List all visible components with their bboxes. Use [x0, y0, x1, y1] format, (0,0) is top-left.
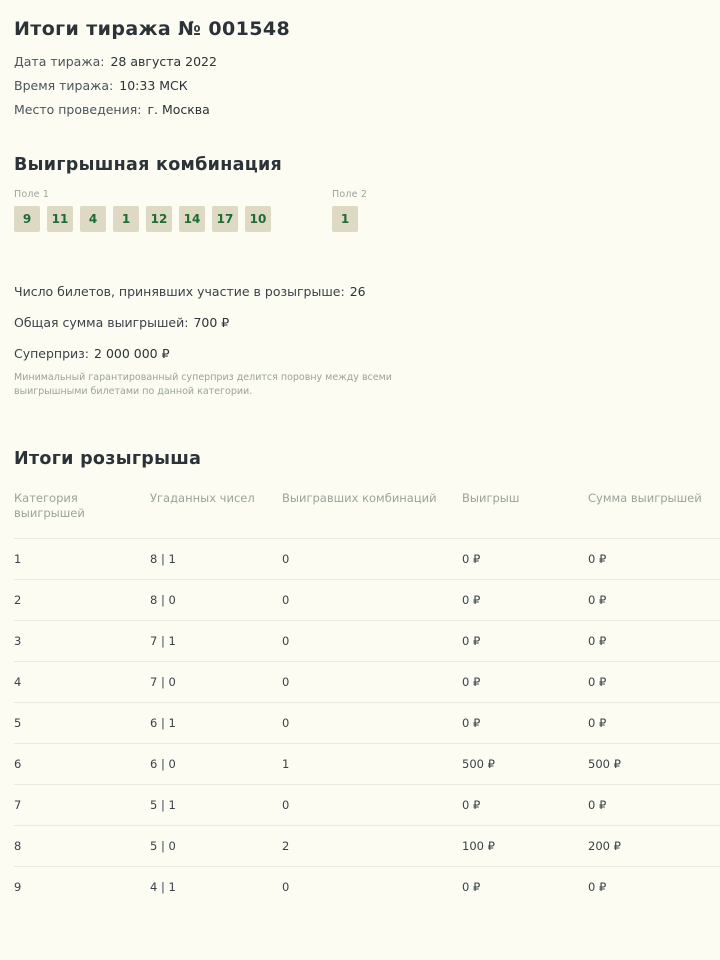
cell-total: 0 ₽	[588, 538, 720, 579]
table-row	[14, 743, 720, 784]
cell-total: 0 ₽	[588, 579, 720, 620]
column-header-guessed: Угаданных чисел	[150, 490, 255, 505]
cell-total: 0 ₽	[588, 620, 720, 661]
cell-win: 0 ₽	[462, 702, 588, 743]
cell-guessed: 5 | 0	[150, 825, 282, 866]
field-1-label: Поле 1	[14, 189, 50, 200]
cell-category: 7	[14, 784, 150, 825]
results-title: Итоги розыгрыша	[14, 448, 202, 469]
cell-win: 500 ₽	[462, 743, 588, 784]
cell-category: 8	[14, 825, 150, 866]
draw-stats	[14, 284, 706, 399]
cell-total: 200 ₽	[588, 825, 720, 866]
field-2-block	[332, 189, 367, 232]
cell-category: 2	[14, 579, 150, 620]
superprize-note: Минимальный гарантированный суперприз делится поровну между всеми выигрышными билетами по данной категории.	[14, 372, 392, 397]
cell-total: 0 ₽	[588, 784, 720, 825]
cell-category: 4	[14, 661, 150, 702]
ball: 1	[332, 206, 358, 232]
cell-combinations: 1	[282, 743, 462, 784]
draw-meta-time	[14, 78, 706, 93]
cell-guessed: 6 | 0	[150, 743, 282, 784]
stat-total-prize-label: Общая сумма выигрышей:	[14, 315, 189, 330]
cell-win: 0 ₽	[462, 620, 588, 661]
table-row	[14, 825, 720, 866]
cell-total: 0 ₽	[588, 661, 720, 702]
cell-win: 0 ₽	[462, 661, 588, 702]
ball: 10	[245, 206, 271, 232]
draw-meta-time-label: Время тиража:	[14, 78, 114, 93]
stat-total-prize-value: 700 ₽	[193, 315, 230, 330]
column-header-win: Выигрыш	[462, 490, 520, 505]
cell-total: 0 ₽	[588, 866, 720, 907]
cell-combinations: 0	[282, 661, 462, 702]
stat-superprize	[14, 346, 706, 361]
ball: 1	[113, 206, 139, 232]
cell-total: 0 ₽	[588, 702, 720, 743]
cell-guessed: 6 | 1	[150, 702, 282, 743]
winning-combination-fields	[14, 189, 706, 232]
cell-combinations: 0	[282, 620, 462, 661]
cell-combinations: 0	[282, 702, 462, 743]
ball: 17	[212, 206, 238, 232]
cell-category: 6	[14, 743, 150, 784]
draw-meta-date-value: 28 августа 2022	[110, 54, 217, 69]
field-2-balls	[332, 206, 367, 232]
draw-meta-list	[14, 54, 706, 117]
cell-guessed: 5 | 1	[150, 784, 282, 825]
cell-guessed: 4 | 1	[150, 866, 282, 907]
cell-category: 3	[14, 620, 150, 661]
cell-category: 5	[14, 702, 150, 743]
ball: 14	[179, 206, 205, 232]
stat-tickets-label: Число билетов, принявших участие в розыгрыше:	[14, 284, 345, 299]
ball: 11	[47, 206, 73, 232]
draw-meta-place	[14, 102, 706, 117]
draw-meta-date-label: Дата тиража:	[14, 54, 105, 69]
column-header-total: Сумма выигрышей	[588, 490, 702, 505]
cell-guessed: 8 | 0	[150, 579, 282, 620]
column-header-category: Категория выигрышей	[14, 490, 85, 521]
cell-total: 500 ₽	[588, 743, 720, 784]
cell-win: 0 ₽	[462, 784, 588, 825]
column-header-combinations: Выигравших комбинаций	[282, 490, 437, 505]
stat-tickets-value: 26	[349, 284, 366, 299]
winning-combination-title: Выигрышная комбинация	[14, 155, 283, 175]
draw-meta-place-label: Место проведения:	[14, 102, 142, 117]
cell-guessed: 7 | 0	[150, 661, 282, 702]
ball: 12	[146, 206, 172, 232]
stat-total-prize	[14, 315, 706, 330]
cell-category: 1	[14, 538, 150, 579]
ball: 4	[80, 206, 106, 232]
cell-guessed: 8 | 1	[150, 538, 282, 579]
table-row	[14, 538, 720, 579]
page-title: Итоги тиража № 001548	[14, 18, 291, 40]
cell-win: 100 ₽	[462, 825, 588, 866]
cell-combinations: 0	[282, 579, 462, 620]
stat-tickets	[14, 284, 706, 299]
cell-combinations: 2	[282, 825, 462, 866]
field-1-block	[14, 189, 278, 232]
cell-combinations: 0	[282, 538, 462, 579]
draw-meta-date	[14, 54, 706, 69]
table-header-row	[14, 491, 720, 539]
table-row	[14, 866, 720, 907]
table-row	[14, 661, 720, 702]
table-row	[14, 702, 720, 743]
cell-win: 0 ₽	[462, 538, 588, 579]
stat-superprize-label: Суперприз:	[14, 346, 90, 361]
table-row	[14, 620, 720, 661]
cell-category: 9	[14, 866, 150, 907]
field-1-balls	[14, 206, 278, 232]
cell-guessed: 7 | 1	[150, 620, 282, 661]
cell-combinations: 0	[282, 784, 462, 825]
table-row	[14, 784, 720, 825]
cell-win: 0 ₽	[462, 866, 588, 907]
cell-combinations: 0	[282, 866, 462, 907]
table-row	[14, 579, 720, 620]
results-table	[14, 491, 720, 907]
draw-meta-time-value: 10:33 МСК	[119, 78, 188, 93]
stat-superprize-value: 2 000 000 ₽	[94, 346, 170, 361]
ball: 9	[14, 206, 40, 232]
field-2-label: Поле 2	[332, 189, 368, 200]
draw-meta-place-value: г. Москва	[147, 102, 210, 117]
cell-win: 0 ₽	[462, 579, 588, 620]
